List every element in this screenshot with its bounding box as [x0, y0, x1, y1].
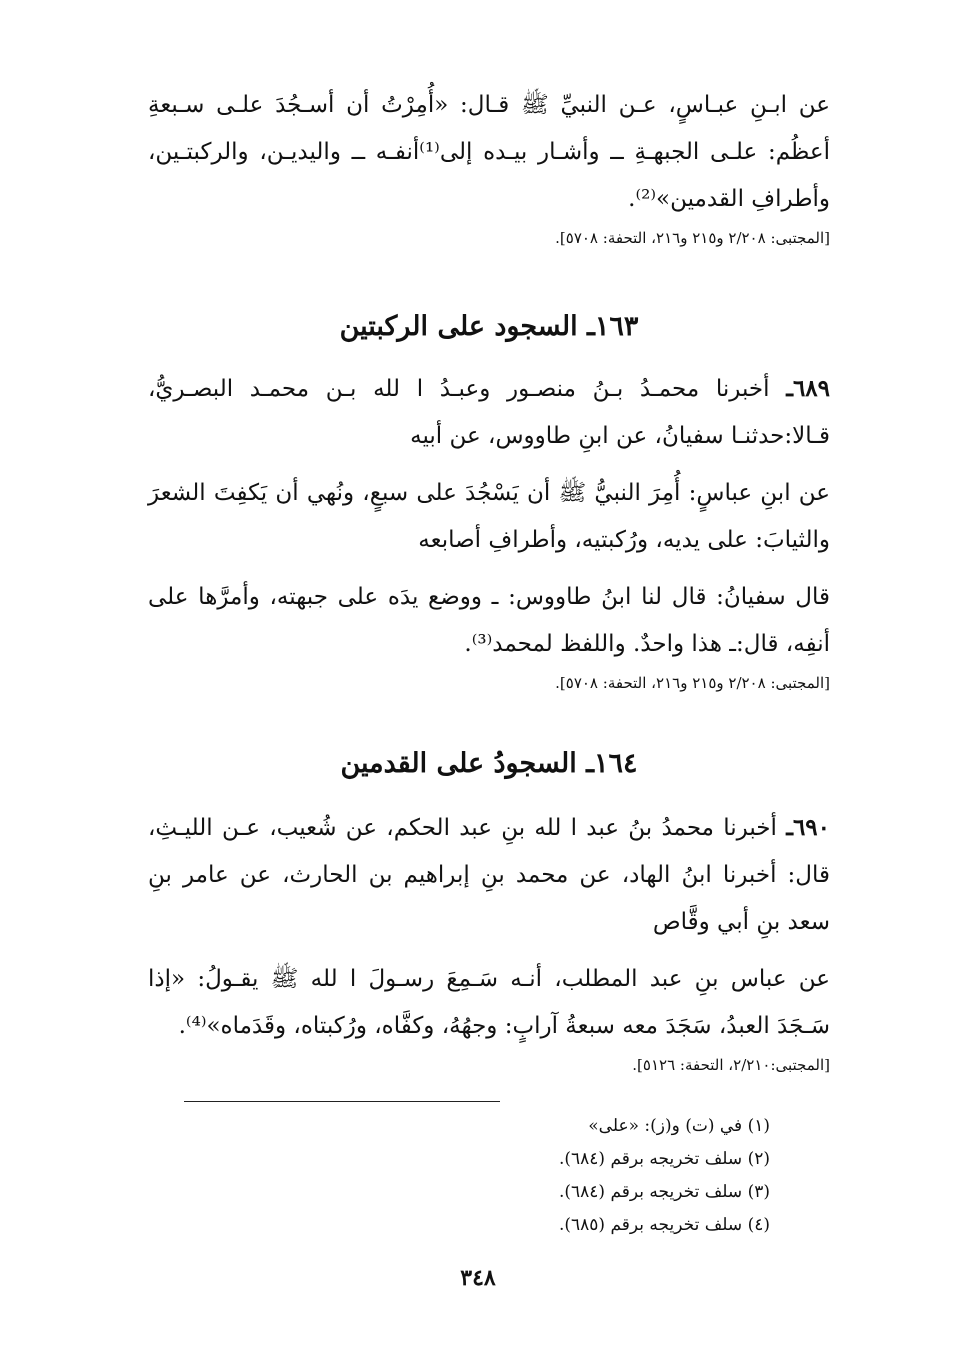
footnote-divider	[184, 1101, 500, 1102]
footnotes	[130, 1110, 770, 1242]
section-163-heading: ١٦٣ـ السجود على الركبتين	[339, 311, 639, 342]
footnote-2: (٢) سلف تخريجه برقم (٦٨٤).	[558, 1149, 770, 1169]
hadith-690-isnad-text: أخبرنا محمدُ بنُ عبد ا لله بنِ عبد الحكم، عن شُعيب، عـن الليـثِ، قال: أخبرنا ابنُ الهاد، عن محمد بنِ إبراهيم بن الحارث، عن عامر بنِ سعد بنِ أبي وقَّاص	[148, 815, 830, 935]
intro-paragraph: عن ابـنِ عبـاسٍ، عـن النبيِّ ﷺ قـال: «أُمِرْتُ أن أسـجُدَ علـى سـبعةِ أعظُم: علـى الجبهـةِ ــ وأشـار بيـده إلى⁽¹⁾أنفـه ــ واليديـن، والركبتـين، وأطرافِ القدمين»⁽²⁾.	[148, 92, 830, 212]
hadith-689-matn: عن ابنِ عباسٍ: أُمِرَ النبيُّ ﷺ أن يَسْجُدَ على سبعٍ، ونُهي أن يَكفِتَ الشعرَ والثيابَ: على يديه، ورُكبتيه، وأطرافِ أصابعه	[148, 480, 830, 553]
hadith-689-reference: [المجتبى: ٢/٢٠٨ و٢١٥ و٢١٦، التحفة: ٥٧٠٨].	[555, 674, 830, 692]
hadith-690-isnad	[148, 804, 830, 946]
section-164-heading: ١٦٤ـ السجودُ على القدمين	[340, 748, 638, 779]
hadith-689-isnad-text: أخبرنا محمـدُ بـنُ منصـور وعبـدُ ا لله بـن محمـد البصـريُّ، قـالا:حدثنـا سفيانُ، عن ابنِ طاووس، عن أبيه	[148, 376, 830, 449]
hadith-690-number: ٦٩٠ـ	[786, 814, 831, 841]
hadith-689-number: ٦٨٩ـ	[786, 375, 830, 402]
footnote-4: (٤) سلف تخريجه برقم (٦٨٥).	[558, 1215, 770, 1235]
footnote-1: (١) في (ت) و(ز): «على»	[588, 1116, 770, 1136]
intro-reference: [المجتبى: ٢/٢٠٨ و٢١٥ و٢١٦، التحفة: ٥٧٠٨].	[555, 229, 830, 247]
hadith-689-comment: قال سفيانُ: قال لنا ابنُ طاووس: ـ ووضع يدَه على جبهته، وأمرَّها على أنفِه، قال:ـ هذا واحدٌ. واللفظ لمحمد⁽³⁾.	[148, 584, 830, 657]
page-number: ٣٤٨	[460, 1265, 496, 1291]
hadith-689-isnad	[148, 365, 830, 460]
footnote-3: (٣) سلف تخريجه برقم (٦٨٤).	[558, 1182, 770, 1202]
hadith-690-reference: [المجتبى:٢/٢١٠، التحفة: ٥١٢٦].	[632, 1056, 830, 1074]
hadith-690-matn: عن عباس بنِ عبد المطلب، أنـه سَـمِعَ رسـولَ ا لله ﷺ يقـولُ: «إذا سَـجَدَ العبدُ، سَجَدَ معه سبعةُ آرابٍ: وجهُهُ، وكفَّاه، ورُكبتاه، وقَدَماه»⁽⁴⁾.	[148, 966, 830, 1039]
